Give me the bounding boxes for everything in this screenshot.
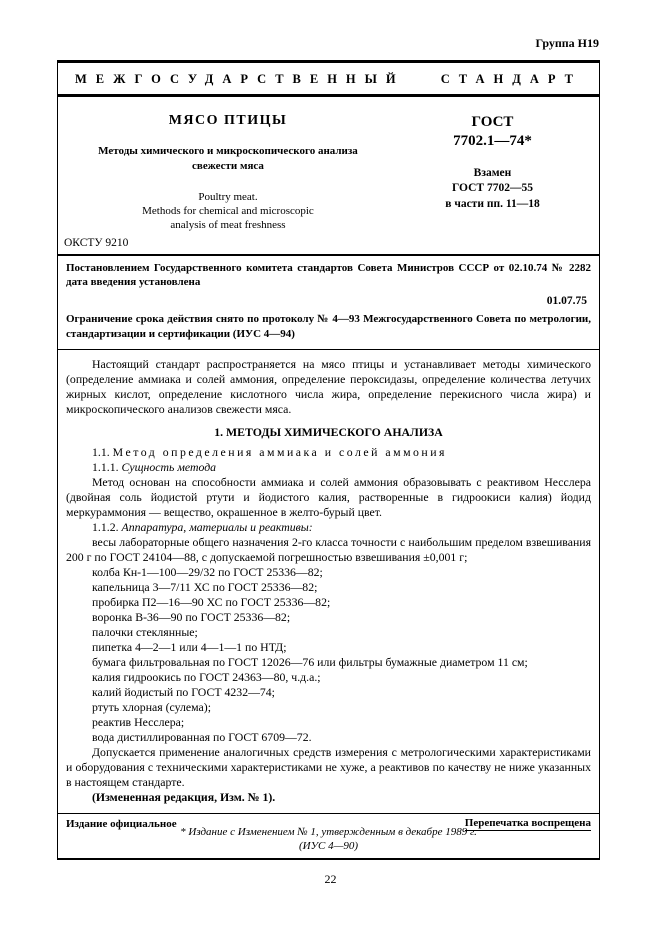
footnote-line1: * Издание с Изменением № 1, утвержденным в декабре 1989 г. — [180, 826, 477, 838]
reagents-list — [66, 535, 591, 745]
reagent-item: весы лабораторные общего назначения 2-го класса точности с наибольшим пределом взвешивания 200 г по ГОСТ 24104—88, с допускаемой погрешностью взвешивания ±0,001 г; — [66, 534, 591, 564]
doc-subtitle-line2: свежести мяса — [192, 159, 264, 172]
reagent-item: ртуть хлорная (сулема); — [92, 699, 211, 714]
group-label: Группа Н19 — [535, 36, 599, 50]
reagent-item: пипетка 4—2—1 или 4—1—1 по НТД; — [92, 639, 287, 654]
decree-text: Постановлением Государственного комитета стандартов Совета Министров СССР от 02.10.74 № 2282 дата введения установлена — [66, 261, 591, 289]
doc-title-en-line3: analysis of meat freshness — [170, 219, 286, 232]
official-edition-label: Издание официальное — [66, 818, 177, 830]
gost-label: ГОСТ — [471, 114, 514, 130]
replaces-part: в части пп. 11—18 — [445, 197, 540, 210]
doc-title-en-line1: Poultry meat. — [198, 190, 258, 203]
replaces-label: Взамен — [473, 166, 512, 179]
limitation-text: Ограничение срока действия снято по протоколу № 4—93 Межгосударственного Совета по метрологии, стандартизации и сертификации (ИУС 4—94) — [66, 313, 591, 341]
subsection-1-1-2-title: Аппаратура, материалы и реактивы: — [121, 519, 313, 534]
reprint-prohibited-label: Перепечатка воспрещена — [464, 817, 591, 829]
subsection-1-1-2-number: 1.1.2. — [92, 519, 119, 534]
title-left-column — [64, 113, 392, 233]
subsection-1-1-1-title: Сущность метода — [121, 459, 217, 474]
reagent-item: пробирка П2—16—90 ХС по ГОСТ 25336—82; — [92, 594, 331, 609]
reagent-item: бумага фильтровальная по ГОСТ 12026—76 или фильтры бумажные диаметром 11 см; — [92, 654, 528, 669]
reagent-item: реактив Несслера; — [92, 714, 185, 729]
intro-paragraph: Настоящий стандарт распространяется на мясо птицы и устанавливает методы химического (определение аммиака и солей аммония, определение пероксидазы, определение количества летучих жирных кислот, определение кислотного числа жира, определение перекисного числа жира) и микроскопического анализов свежести мяса. — [66, 356, 591, 416]
reagent-item: воронка В-36—90 по ГОСТ 25336—82; — [92, 609, 291, 624]
amended-note: (Измененная редакция, Изм. № 1). — [92, 789, 276, 804]
subsection-1-1 — [66, 445, 591, 460]
standard-banner: МЕЖГОСУДАРСТВЕННЫЙ СТАНДАРТ — [58, 63, 599, 97]
allowance-paragraph: Допускается применение аналогичных средств измерения с метрологическими характеристиками и оборудования с техническими характеристиками не хуже, а реактивов по качеству не ниже указанных в настоящем стандарте. — [66, 744, 591, 789]
page-number: 22 — [324, 872, 337, 886]
doc-title-en-line2: Methods for chemical and microscopic — [142, 204, 314, 217]
reagent-item: палочки стеклянные; — [92, 624, 198, 639]
subsection-1-1-title: Метод определения аммиака и солей аммония — [112, 444, 447, 459]
doc-subtitle-line1: Методы химического и микроскопического анализа — [98, 145, 358, 157]
section1-heading: 1. МЕТОДЫ ХИМИЧЕСКОГО АНАЛИЗА — [214, 424, 443, 439]
replaces-gost: ГОСТ 7702—55 — [451, 182, 533, 195]
replaces-block — [392, 166, 593, 213]
gost-number: 7702.1—74* — [453, 132, 532, 149]
okstu-code: ОКСТУ 9210 — [64, 236, 129, 249]
reagent-item: колба Кн-1—100—29/32 по ГОСТ 25336—82; — [92, 564, 323, 579]
reagent-item: калия гидроокись по ГОСТ 24363—80, ч.д.а.; — [92, 669, 321, 684]
reagent-item: вода дистиллированная по ГОСТ 6709—72. — [92, 729, 312, 744]
subsection-1-1-1 — [66, 460, 591, 475]
page-frame — [57, 60, 600, 860]
title-right-column — [392, 113, 593, 233]
doc-title-ru: МЯСО ПТИЦЫ — [168, 113, 288, 128]
title-block — [58, 97, 599, 237]
doc-title-en — [64, 190, 392, 233]
subsection-1-1-2 — [66, 520, 591, 535]
reagent-item: капельница 3—7/11 ХС по ГОСТ 25336—82; — [92, 579, 318, 594]
body-text — [58, 350, 599, 805]
reagent-item: калий йодистый по ГОСТ 4232—74; — [92, 684, 275, 699]
doc-subtitle-ru — [64, 144, 392, 174]
subsection-1-1-number: 1.1. — [92, 444, 110, 459]
page-footer — [58, 813, 599, 858]
footnote-line2: (ИУС 4—90) — [298, 840, 359, 853]
decree-date: 01.07.75 — [546, 295, 587, 308]
method-paragraph: Метод основан на способности аммиака и солей аммония образовывать с реактивом Несслера (двойная соль йодистой ртути и йодистого калия, растворенные в гидроокиси калия) йодид меркураммония — вещество, окрашенное в желто-бурый цвет. — [66, 474, 591, 519]
subsection-1-1-1-number: 1.1.1. — [92, 459, 119, 474]
